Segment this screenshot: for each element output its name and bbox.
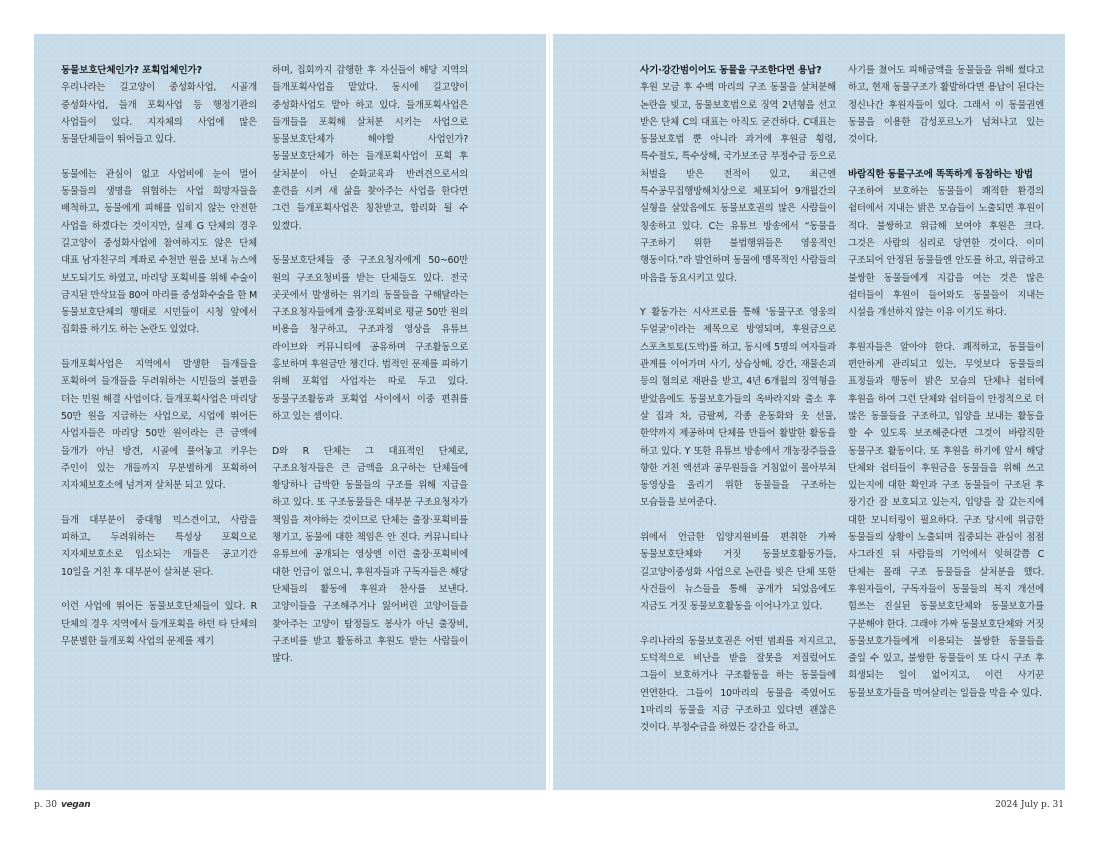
paragraph: 이런 사업에 뛰어든 동물보호단체들이 있다. R 단체의 경우 지역에서 들개포획을 하던 타 단체의 무분별한 들개포획 사업의 문제를 제기	[61, 601, 257, 647]
paragraph: 하며, 집회까지 감행한 후 자신들이 해당 지역의 들개포획사업을 맡았다. 동시에 길고양이 중성화사업도 맡아 하고 있다. 들개포획사업은 들개들을 포획해 살처분 시키는 사업으로 동물보호단체가 해야할 사업인가? 동물보호단체가 하는 들개포획사업이 포획 후 살처분이 아닌 순화교육과 반려견으로서의 훈련을 시켜 새 삶을 찾아주는 사업을 한다면 그런 들개포획사업은 칭찬받고, 합리화 될 수 있겠다.	[272, 65, 468, 232]
paragraph: 위에서 언급한 입양지원비를 편취한 가짜 동물보호단체와 거짓 동물보호활동가들, 길고양이중성화 사업으로 논란을 빚은 단체 또한 사건들이 뉴스들을 통해 공개가 되었음에도 지금도 거짓 동물보호활동을 이어나가고 있다.	[640, 532, 836, 613]
section-heading: 동물보호단체인가? 포획업체인가?	[61, 65, 202, 76]
page-gutter	[549, 34, 550, 790]
section-heading: 사기·강간범이어도 동물을 구조한다면 용납?	[640, 65, 822, 76]
paragraph: Y 활동가는 시사프로를 통해 '동물구조 영웅의 두얼굴'이라는 제목으로 방영되며, 후원금으로 스포츠토토(도박)를 하고, 동시에 5명의 여자들과 관계를 이어가며 사기, 상습상해, 강간, 재물손괴 등의 혐의로 재판을 받고, 4년 6개월의 징역형을 받았음에도 동물보호가들의 옥바라지와 출소 후 살 집과 차, 금팔찌, 각종 운동화와 옷 선물, 한약까지 제공하며 단체를 만들어 활발한 활동을 하고 있다. Y 또한 유튜브 방송에서 개농장주들을 향한 거친 액션과 공무원들을 거침없이 몰아부쳐 동영상을 올리기 위한 동물들을 구조하는 모습들을 보여준다.	[640, 307, 836, 509]
paragraph: 구조하여 보호하는 동물들이 쾌적한 환경의 쉼터에서 지내는 밝은 모습들이 노출되면 후원이 적다. 불쌍하고 위급해 보여야 후원은 크다. 그것은 사람의 심리로 당연한 것이다. 이미 구조되어 안정된 동물들엔 안도를 하고, 위급하고 불쌍한 동물들에게 지갑을 여는 것은 많은 쉼터들이 후원이 들어와도 동물들이 지내는 시설을 개선하지 않는 이유 이기도 하다.	[848, 186, 1044, 319]
paragraph: 후원자들은 알아야 한다. 쾌적하고, 동물들이 편안하게 관리되고 있는, 무엇보다 동물들의 표정들과 행동이 밝은 모습의 단체나 쉼터에 후원을 하여 그런 단체와 쉼터들이 안정적으로 더 많은 동물들을 구조하고, 입양을 보내는 활동을 할 수 있도록 보조해준다면 그것이 바람직한 동물구조 활동이다. 또 후원을 하기에 앞서 해당 단체와 쉼터들이 후원금을 동물들을 위해 쓰고 있는지에 대한 확인과 구조 동물들이 구조된 후 장기간 잘 보호되고 있는지, 입양을 잘 갔는지에 대한 모니터링이 필요하다. 구조 당시에 위급한 동물들의 상황이 노출되며 집중되는 관심이 점점 사그라진 뒤 사람들의 기억에서 잊혀갈쯤 C 단체는 몰래 구조 동물들을 살처분을 했다. 후원자들이, 구독자들이 동물들의 복지 개선에 힘쓰는 진실된 동물보호단체와 동물보호가를 구분해야 한다. 그래야 가짜 동물보호단체와 거짓 동물보호가들에게 이용되는 불쌍한 동물들을 줄일 수 있고, 불쌍한 동물들이 또 다시 구조 후 희생되는 일이 없어지고, 이런 사기꾼 동물보호가들을 먹여살리는 일들을 막을 수 있다.	[848, 341, 1044, 699]
article-column-2	[272, 62, 468, 685]
paragraph: 동물에는 관심이 없고 사업비에 눈이 멀어 동물들의 생명을 위협하는 사업 희망자들을 배척하고, 동물에게 피해를 입히지 않는 안전한 사업을 하겠다는 것이지만, 실제 G 단체의 경우 길고양이 중성화사업에 참여하지도 않은 단체 대표 남자친구의 계좌로 수천만 원을 보내 뉴스에 보도되기도 하였고, 마리당 포획비를 위해 수술이 금지된 만삭묘들 80여 마리를 중성화수술을 한 M 동물보호단체의 행태로 시민들이 시청 앞에서 집회를 하기도 하는 논란도 있었다.	[61, 168, 257, 336]
paragraph: 동물보호단체들 중 구조요청자에게 50~60만 원의 구조요청비를 받는 단체들도 있다. 전국 곳곳에서 발생하는 위기의 동물들을 구해달라는 구조요청자들에게 출장·포획비로 평균 50만 원의 비용을 청구하고, 구조과정 영상을 유튜브 라이브와 커뮤니티에 공유하며 구조활동으로 홍보하며 후원금만 챙긴다. 법적인 문제를 피하기 위해 포획업 사업자는 따로 두고 있다. 동물구조활동과 포획업 사이에서 이중 편취를 하고 있는 셈이다.	[272, 255, 468, 422]
page-number: p. 30	[34, 800, 57, 810]
article-column-4	[848, 62, 1044, 719]
paragraph: 우리나라의 동물보호권은 어떤 범죄를 저지르고, 도덕적으로 비난을 받을 잘못을 저질렀어도 그들이 보호하거나 구조활동을 하는 동물들에 연연한다. 그들이 10마리의 동물을 죽였어도 1마리의 동물을 지금 구조하고 있다면 괜찮은 것이다. 부정수급을 하였든 강간을 하고,	[640, 635, 836, 734]
paragraph: 들개 대부분이 중대형 믹스견이고, 사람을 피하고, 두려워하는 특성상 포획으로 지자체보호소로 입소되는 개들은 공고기간 10일을 거친 후 대부분이 살처분 된다.	[61, 514, 257, 578]
section-heading: 바람직한 동물구조에 똑똑하게 동참하는 방법	[848, 168, 1033, 180]
paragraph: 후원 모금 후 수백 마리의 구조 동물을 살처분해 논란을 빚고, 동물보호법으로 징역 2년형을 선고 받은 단체 C의 대표는 아직도 굳건하다. C대표는 동물보호법 뿐 아니라 과거에 후원금 횡령, 특수절도, 특수상해, 국가보조금 부정수급 등으로 처벌을 받은 전적이 있고, 최근엔 특수공무집행방해치상으로 체포되어 9개월간의 실형을 살았음에도 동물보호권의 많은 사람들이 칭송하고 있다. C는 유튜브 방송에서 “동물을 구조하기 위한 불법행위들은 영웅적인 행동이다.”라 발언하며 동물에 맹목적인 사람들의 마음을 동요시키고 있다.	[640, 82, 836, 284]
page-number: 2024 July p. 31	[995, 800, 1064, 810]
paragraph: 들개포획사업은 지역에서 발생한 들개들을 포획하여 들개들을 두려워하는 시민들의 불편을 더는 민원 해결 사업이다. 들개포획사업은 마리당 50만 원을 지급하는 사업으로, 시업에 뛰어든 사업자들은 마리당 50만 원이라는 큰 금액에 들개가 아닌 방견, 시골에 풀어놓고 키우는 주인이 있는 개들까지 무분별하게 포획하여 지자체보호소에 넘겨져 살처분 되고 있다.	[61, 359, 257, 492]
paragraph: D와 R 단체는 그 대표적인 단체로, 구조요청자들은 큰 금액을 요구하는 단체들에 황당하나 급박한 동물들의 구조를 위해 지급을 하고 있다. 또 구조동물들은 대부분 구조요청자가 책임을 져야하는 것이므로 단체는 출장·포획비를 챙기고, 동물에 대한 책임은 안 진다. 커뮤니티나 유튜브에 공개되는 영상엔 이런 출장·포획비에 대한 언급이 없으니, 후원자들과 구독자들은 해당 단체들의 활동에 후원과 찬사를 보낸다. 고양이들을 구조해주거나 잃어버린 고양이들을 찾아주는 고양이 탐정들도 봉사가 아닌 출장비, 구조비를 받고 활동하고 후원도 받는 사람들이 많다.	[272, 445, 468, 665]
paragraph: 사기를 쳤어도 피해금액을 동물들을 위해 썼다고 하고, 현재 동물구조가 활발하다면 용납이 된다는 정신나간 후원자들이 있다. 그래서 이 동물권엔 동물을 이용한 감성포르노가 넘쳐나고 있는 것이다.	[848, 65, 1044, 146]
article-column-1	[61, 62, 257, 667]
right-page-footer	[995, 800, 1064, 810]
magazine-logo: vegan	[60, 800, 91, 810]
left-page-footer	[34, 800, 90, 810]
paragraph: 우리나라는 길고양이 중성화사업, 시골개 중성화사업, 들개 포획사업 등 행정기관의 사업들이 있다. 지자체의 사업에 많은 동물단체들이 뛰어들고 있다.	[61, 82, 257, 146]
article-column-3	[640, 62, 836, 754]
